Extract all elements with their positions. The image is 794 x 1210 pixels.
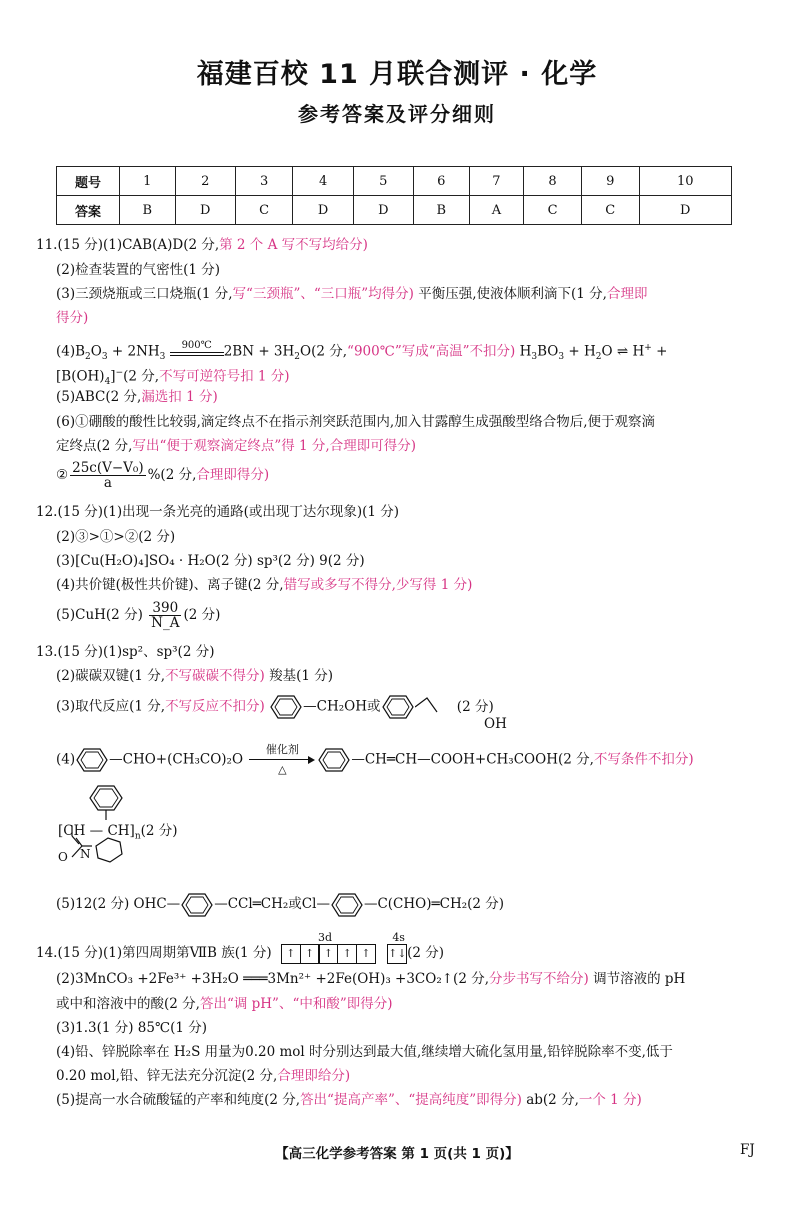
condition-label: 900℃ — [181, 340, 212, 351]
row-label-number: 题号 — [57, 167, 120, 196]
text: 2BN + 3H — [223, 343, 295, 360]
q11-line-6 — [56, 388, 218, 406]
table-cell: C — [524, 196, 582, 225]
text: 调节溶液的 pH — [588, 971, 686, 987]
page-subtitle: 参考答案及评分细则 — [298, 102, 496, 126]
text: (2)碳碳双键(1 分, — [56, 668, 166, 684]
text: 或中和溶液中的酸(2 分, — [56, 996, 200, 1012]
q14-line-2 — [56, 970, 685, 988]
text: 14.(15 分)(1)第四周期第ⅦB 族(1 分) — [36, 945, 272, 961]
catalyst-label: 催化剂 — [265, 743, 299, 756]
q11-line-3b — [56, 309, 88, 327]
benzene-ring-icon — [317, 747, 351, 773]
text: + 2NH — [107, 343, 160, 360]
table-cell: 8 — [524, 167, 582, 196]
region-code: FJ — [740, 1142, 755, 1158]
table-cell: 9 — [581, 167, 639, 196]
q12-line-3: (3)[Cu(H₂O)₄]SO₄ · H₂O(2 分) sp³(2 分) 9(2 分) — [56, 553, 365, 569]
remark: 一个 1 分) — [578, 1092, 642, 1108]
remark: 错写或多写不得分,少写得 1 分) — [283, 577, 473, 593]
table-cell: 3 — [235, 167, 293, 196]
numerator: 25c(V−V₀) — [72, 460, 144, 476]
q13-line-3 — [56, 694, 494, 720]
text: 羧基(1 分) — [264, 668, 334, 684]
table-row-numbers — [57, 167, 732, 196]
remark: 合理即 — [606, 286, 648, 302]
remark: “900℃”写成“高温”不扣分) — [347, 343, 516, 360]
remark: 不写条件不扣分) — [593, 751, 694, 768]
q11-line-3 — [56, 285, 647, 303]
table-cell: 10 — [639, 167, 731, 196]
text: [B(OH) — [56, 368, 105, 385]
q11-line-2: (2)检查装置的气密性(1 分) — [56, 262, 221, 278]
q12-line-4 — [56, 576, 472, 594]
subscript: n — [134, 831, 141, 842]
text: (4)B — [56, 343, 86, 360]
table-cell: 4 — [293, 167, 353, 196]
table-cell: D — [639, 196, 731, 225]
table-cell: D — [175, 196, 235, 225]
text: BO — [537, 343, 559, 360]
text: + — [651, 343, 668, 360]
fraction — [70, 461, 146, 490]
text: (3)取代反应(1 分, — [56, 698, 166, 715]
remark: 写出“便于观察滴定终点”得 1 分,合理即可得分) — [132, 438, 416, 454]
fraction — [149, 601, 181, 630]
text: (2 分) — [456, 698, 494, 715]
text: (4)共价键(极性共价键)、离子键(2 分, — [56, 577, 284, 593]
reaction-condition — [170, 340, 224, 364]
text: 平衡压强,使液体顺利滴下(1 分, — [413, 286, 607, 302]
text: 定终点(2 分, — [56, 438, 133, 454]
table-cell: D — [353, 196, 413, 225]
q12-line-2: (2)③>①>②(2 分) — [56, 529, 176, 545]
orbital-3d: 3d ↑ ↑ ↑ ↑ ↑ — [282, 943, 376, 965]
remark: 不写碳碳不得分) — [165, 668, 265, 684]
numerator: 390 — [149, 601, 181, 616]
benzene-ring-icon — [269, 694, 303, 720]
q11-line-9 — [56, 460, 269, 490]
q14-line-3 — [56, 995, 393, 1013]
q14-line-5: (4)铅、锌脱除率在 H₂S 用量为0.20 mol 时分别达到最大值,继续增大硫化氢用量,铅锌脱除率不变,低于 — [56, 1044, 673, 1060]
text: ② — [56, 467, 69, 483]
remark: 第 2 个 A 写不写均给分) — [219, 237, 368, 253]
q13-line-5 — [56, 890, 504, 918]
bond-line-icon — [415, 694, 439, 720]
text: 11.(15 分)(1)CAB(A)D(2 分, — [36, 237, 220, 253]
table-cell: 1 — [120, 167, 176, 196]
remark: 答出“调 pH”、“中和酸”即得分) — [199, 996, 393, 1012]
text: (5)CuH(2 分) — [56, 607, 143, 623]
q13-line-2 — [56, 667, 333, 685]
remark: 答出“提高产率”、“提高纯度”即得分) — [300, 1092, 522, 1108]
remark: 写“三颈瓶”、“三口瓶”均得分) — [232, 286, 414, 302]
text: (5)ABC(2 分, — [56, 389, 142, 405]
text: (5)提高一水合硫酸锰的产率和纯度(2 分, — [56, 1092, 301, 1108]
remark: 不写反应不扣分) — [165, 698, 265, 715]
text: —CH₂OH或 — [303, 698, 381, 715]
page-footer: 【高三化学参考答案 第 1 页(共 1 页)】 — [275, 1146, 519, 1162]
text: O — [90, 343, 102, 360]
denominator: a — [103, 475, 112, 491]
polymer-o-label: O — [58, 850, 68, 864]
q11-line-8 — [56, 437, 416, 455]
text: %(2 分, — [147, 467, 197, 483]
table-row-answers — [57, 196, 732, 225]
text: ab(2 分, — [521, 1092, 579, 1108]
text: 0.20 mol,铅、锌无法充分沉淀(2 分, — [56, 1068, 278, 1084]
q11-line-5: $[B(OH)_4]^-(2$ 分,不写可逆符号扣 1 分) — [56, 368, 290, 388]
text: (4) — [56, 751, 76, 768]
remark: 分步书写不给分) — [489, 971, 589, 987]
text: —C(CHO)═CH₂(2 分) — [363, 896, 505, 912]
text: O ⇌ H — [601, 343, 645, 360]
heat-label: △ — [278, 763, 287, 776]
q13-line-3-oh: OH — [484, 716, 507, 732]
benzene-ring-icon — [75, 747, 109, 773]
text: (2 分) — [407, 945, 445, 961]
table-cell: 6 — [413, 167, 469, 196]
benzene-ring-icon — [330, 892, 364, 918]
remark: 漏选扣 1 分) — [141, 389, 218, 405]
polymer-n-label: N — [80, 847, 91, 861]
q13-polymer-line — [58, 822, 178, 846]
text: —CH═CH—COOH+CH₃COOH(2 分, — [351, 751, 594, 768]
q11-line-1 — [36, 236, 368, 254]
benzene-ring-icon — [381, 694, 415, 720]
remark: 得分) — [56, 310, 89, 326]
table-cell: D — [293, 196, 353, 225]
text: (2)3MnCO₃ +2Fe³⁺ +3H₂O ═══3Mn²⁺ +2Fe(OH)₃ +3CO₂↑(2 分, — [56, 971, 489, 987]
text: —CHO+(CH₃CO)₂O — [109, 751, 244, 768]
q12-line-1: 12.(15 分)(1)出现一条光亮的通路(或出现丁达尔现象)(1 分) — [36, 504, 400, 520]
benzene-ring-icon — [180, 892, 214, 918]
q13-line-1: 13.(15 分)(1)sp²、sp³(2 分) — [36, 644, 215, 660]
orbital-label: 3d — [317, 930, 332, 944]
table-cell: C — [235, 196, 293, 225]
q13-line-4 — [56, 744, 694, 776]
text: (2 分) — [183, 607, 221, 623]
orbital-label: 4s — [392, 930, 405, 944]
text: —CCl═CH₂或Cl— — [214, 896, 330, 912]
denominator: N_A — [151, 615, 180, 631]
remark: 合理即得分) — [196, 467, 270, 483]
reaction-arrow — [247, 744, 317, 776]
q11-line-4: $(4)B_2O_3 + 2NH_3$ 900℃ $2BN + 3H_2O(2$ 分,“900℃”写成“高温”不扣分) $H_3BO_3 + H_2O$ ⇌ H+ + — [56, 340, 668, 363]
q14-line-6 — [56, 1067, 350, 1085]
table-cell: C — [581, 196, 639, 225]
table-cell: 2 — [175, 167, 235, 196]
page-title: 福建百校 11 月联合测评 · 化学 — [196, 59, 598, 90]
table-cell: B — [413, 196, 469, 225]
text: O(2 分, — [300, 343, 348, 360]
table-cell: 5 — [353, 167, 413, 196]
text: ] — [110, 368, 116, 385]
text: (2 分, — [123, 368, 160, 385]
row-label-answer: 答案 — [57, 196, 120, 225]
text: H — [515, 343, 532, 360]
q11-line-7: (6)①硼酸的酸性比较弱,滴定终点不在指示剂突跃范围内,加入甘露醇生成强酸型络合物后,便于观察滴 — [56, 414, 655, 430]
answer-table — [56, 166, 732, 225]
text: (2 分) — [140, 823, 178, 839]
remark: 合理即给分) — [277, 1068, 351, 1084]
q14-line-7 — [56, 1091, 642, 1109]
table-cell: A — [469, 196, 524, 225]
text: (3)三颈烧瓶或三口烧瓶(1 分, — [56, 286, 233, 302]
polymer-formula: [CH — CH] — [58, 823, 135, 839]
orbital-4s: 4s ↑↓ — [388, 943, 407, 965]
q12-line-5 — [56, 600, 220, 630]
q14-line-4: (3)1.3(1 分) 85℃(1 分) — [56, 1020, 207, 1036]
table-cell: 7 — [469, 167, 524, 196]
text: + H — [564, 343, 596, 360]
table-cell: B — [120, 196, 176, 225]
remark: 不写可逆符号扣 1 分) — [159, 368, 290, 385]
q14-line-1 — [36, 930, 445, 965]
text: (5)12(2 分) OHC— — [56, 896, 181, 912]
